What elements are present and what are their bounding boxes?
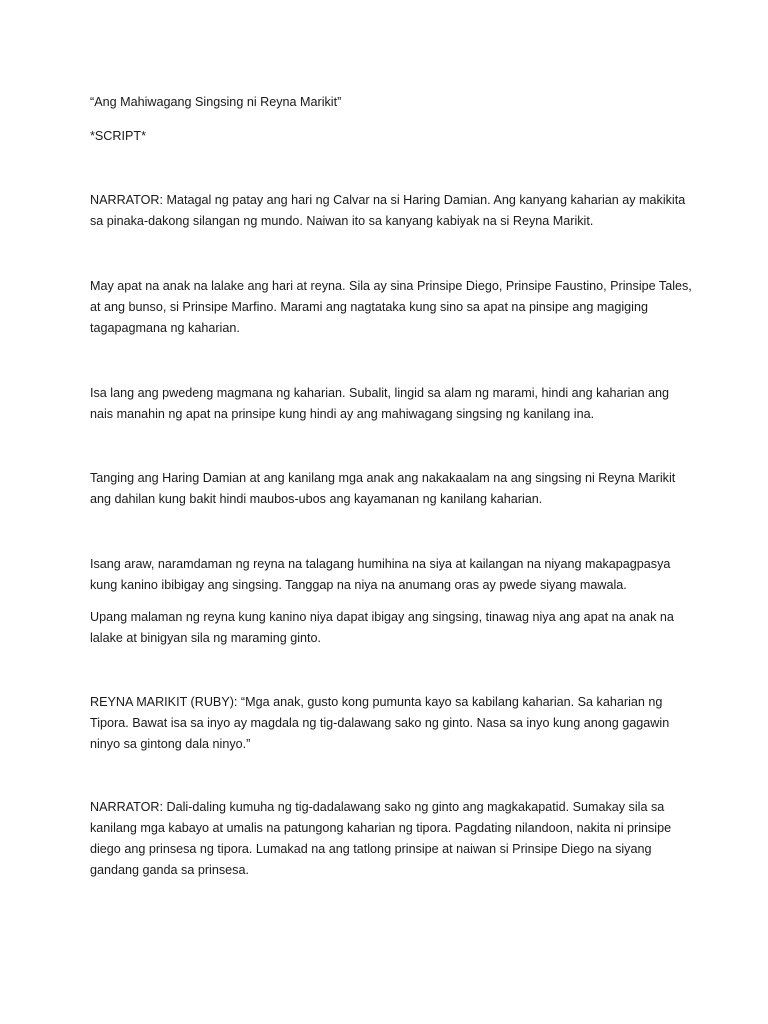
paragraph-line: Isa lang ang pwedeng magmana ng kaharian. Subalit, lingid sa alam ng marami, hindi ang kaharian ang	[90, 386, 669, 400]
paragraph-line: May apat na anak na lalake ang hari at reyna. Sila ay sina Prinsipe Diego, Prinsipe Faustino, Prinsipe Tales,	[90, 279, 692, 293]
paragraph-line: ang dahilan kung bakit hindi maubos-ubos ang kayamanan ng kanilang kaharian.	[90, 492, 543, 506]
paragraph-2	[90, 276, 692, 339]
paragraph-line: NARRATOR: Matagal ng patay ang hari ng Calvar na si Haring Damian. Ang kanyang kaharian ay makikita	[90, 193, 686, 207]
paragraph-5	[90, 554, 670, 596]
script-label: *SCRIPT*	[90, 129, 146, 143]
paragraph-6	[90, 607, 674, 649]
paragraph-line: REYNA MARIKIT (RUBY): “Mga anak, gusto kong pumunta kayo sa kabilang kaharian. Sa kaharian ng	[90, 695, 663, 709]
paragraph-line: at ang bunso, si Prinsipe Marfino. Marami ang nagtataka kung sino sa apat na pinsipe ang magiging	[90, 300, 648, 314]
paragraph-line: lalake at binigyan sila ng maraming ginto.	[90, 631, 322, 645]
paragraph-line: nais manahin ng apat na prinsipe kung hindi ay ang mahiwagang singsing ng kanilang ina.	[90, 407, 595, 421]
paragraph-7	[90, 692, 669, 755]
paragraph-8	[90, 797, 671, 881]
paragraph-3	[90, 383, 669, 425]
paragraph-line: sa pinaka-dakong silangan ng mundo. Naiwan ito sa kanyang kabiyak na si Reyna Marikit.	[90, 214, 594, 228]
paragraph-line: tagapagmana ng kaharian.	[90, 321, 240, 335]
paragraph-line: Isang araw, naramdaman ng reyna na talagang humihina na siya at kailangan na niyang makapagpasya	[90, 557, 671, 571]
paragraph-line: Upang malaman ng reyna kung kanino niya dapat ibigay ang singsing, tinawag niya ang apat na anak na	[90, 610, 674, 624]
paragraph-line: kung kanino ibibigay ang singsing. Tanggap na niya na anumang oras ay pwede siyang mawala.	[90, 578, 627, 592]
paragraph-line: kanilang mga kabayo at umalis na patungong kaharian ng tipora. Pagdating nilandoon, nakita ni prinsipe	[90, 821, 672, 835]
paragraph-line: gandang ganda sa prinsesa.	[90, 863, 249, 877]
paragraph-4	[90, 468, 675, 510]
paragraph-line: ninyo sa gintong dala ninyo.”	[90, 737, 251, 751]
paragraph-line: Tanging ang Haring Damian at ang kanilang mga anak ang nakakaalam na ang singsing ni Reyna Marikit	[90, 471, 676, 485]
document-title: “Ang Mahiwagang Singsing ni Reyna Marikit”	[90, 95, 342, 109]
paragraph-1	[90, 190, 685, 232]
paragraph-line: diego ang prinsesa ng tipora. Lumakad na ang tatlong prinsipe at naiwan si Prinsipe Diego na siyang	[90, 842, 652, 856]
paragraph-line: Tipora. Bawat isa sa inyo ay magdala ng tig-dalawang sako ng ginto. Nasa sa inyo kung anong gagawin	[90, 716, 670, 730]
paragraph-line: NARRATOR: Dali-daling kumuha ng tig-dadalawang sako ng ginto ang magkakapatid. Sumakay sila sa	[90, 800, 665, 814]
